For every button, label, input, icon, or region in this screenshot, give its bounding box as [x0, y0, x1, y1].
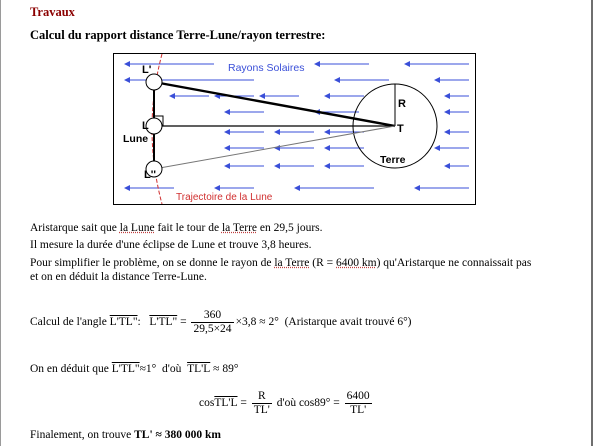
eclipse-diagram: [114, 54, 475, 204]
link-la-terre-2[interactable]: la Terre: [274, 257, 310, 269]
heading: Travaux: [30, 5, 75, 19]
section-title: Calcul du rapport distance Terre-Lune/rayon terrestre:: [30, 28, 326, 42]
sun-ray-arrowhead: [294, 185, 300, 191]
moon-L-prime: [146, 74, 162, 90]
label-terre: Terre: [380, 154, 406, 166]
figure: [113, 53, 476, 205]
sun-ray-arrowhead: [324, 93, 330, 99]
sun-ray-arrowhead: [314, 61, 320, 67]
angle-symbol: L'TL": [109, 316, 138, 329]
deduction-line: On en déduit que L'TL"≈1° d'où TL'L ≈ 89°: [30, 363, 239, 375]
sun-ray-arrowhead: [274, 163, 280, 169]
sun-ray-arrowhead: [434, 77, 440, 83]
sun-ray-arrowhead: [414, 185, 420, 191]
link-la-terre[interactable]: la Terre: [221, 222, 258, 234]
sun-ray-arrowhead: [124, 61, 130, 67]
paragraph-3: Pour simplifier le problème, on se donne le rayon de la Terre (R = 6400 km) qu'Aristarque ne connaissait pas: [30, 257, 532, 269]
label-R: R: [398, 98, 406, 110]
sun-ray-arrowhead: [124, 77, 130, 83]
paragraph-1: Aristarque sait que la Lune fait le tour de la Terre en 29,5 jours.: [30, 222, 323, 234]
sun-ray-arrowhead: [444, 109, 450, 115]
sun-ray-arrowhead: [274, 145, 280, 151]
sun-ray-arrowhead: [444, 163, 450, 169]
sun-ray-arrowhead: [434, 145, 440, 151]
sun-ray-arrowhead: [224, 145, 230, 151]
sun-ray-arrowhead: [274, 129, 280, 135]
trajectory-label: Trajectoire de la Lune: [176, 192, 273, 203]
fraction-360: $\frac{360}{29,5\times 24}$: [193, 309, 232, 335]
label-lune: Lune: [123, 133, 149, 145]
sun-ray-arrowhead: [169, 93, 175, 99]
sun-ray-arrowhead: [224, 129, 230, 135]
label-T: T: [397, 123, 404, 135]
link-la-lune[interactable]: la Lune: [119, 222, 155, 234]
sun-ray-arrowhead: [324, 145, 330, 151]
paragraph-4: et on en déduit la distance Terre-Lune.: [30, 271, 207, 283]
label-L-prime: L': [142, 64, 152, 76]
label-L-second: L'': [144, 169, 156, 181]
sun-ray-arrowhead: [214, 185, 220, 191]
sun-ray-arrowhead: [404, 61, 410, 67]
label-L: L: [142, 120, 149, 132]
sun-ray-arrowhead: [224, 163, 230, 169]
sun-ray-arrowhead: [259, 93, 265, 99]
sun-ray-arrowhead: [324, 163, 330, 169]
sun-ray-arrowhead: [444, 93, 450, 99]
sun-ray-arrowhead: [124, 185, 130, 191]
sun-ray-arrowhead: [224, 109, 230, 115]
angle-calculation: Calcul de l'angle L'TL": L'TL" = $\frac{360}{29,5\times 24}$ ×3,8 ≈ 2° (Aristarque avait trouvé 6°): [30, 309, 412, 335]
sun-ray-arrowhead: [334, 77, 340, 83]
paragraph-2: Il mesure la durée d'une éclipse de Lune et trouve 3,8 heures.: [30, 239, 312, 251]
sun-ray-arrowhead: [444, 129, 450, 135]
sun-ray-arrowhead: [324, 129, 330, 135]
rays-label: Rayons Solaires: [228, 62, 305, 74]
cosine-equation: cosTL'L = $\frac{R}{TL'}$ d'où cos89° = $\frac{6400}{TL'}$: [199, 390, 370, 416]
final-result: Finalement, on trouve TL' ≈ 380 000 km: [30, 429, 221, 441]
